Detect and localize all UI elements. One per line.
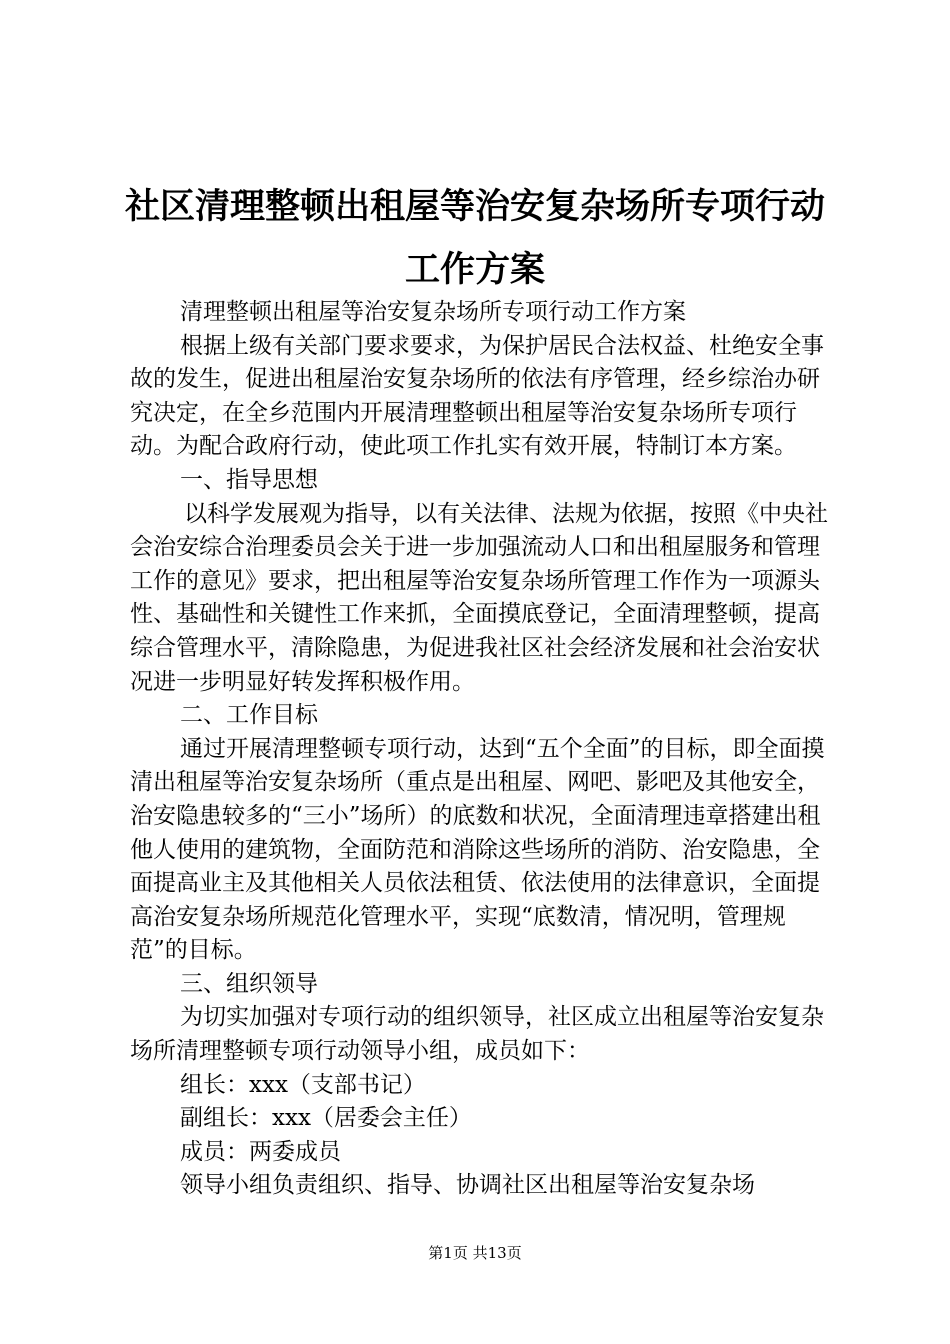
page-footer: 第1页 共13页: [428, 1244, 522, 1262]
document-subtitle: 清理整顿出租屋等治安复杂场所专项行动工作方案: [180, 299, 686, 325]
section-heading-guiding-ideology: 一、指导思想: [180, 466, 318, 493]
section-heading-work-goals: 二、工作目标: [180, 702, 318, 729]
document-body: [130, 296, 830, 1203]
section-body-work-goals: 通过开展清理整顿专项行动，达到“五个全面”的目标，即全面摸清出租屋等治安复杂场所（重点是出租屋、网吧、影吧及其他安全，治安隐患较多的“三小”场所）的底数和状况，全面清理违章搭建出租他人使用的建筑物，全面防范和消除这些场所的消防、治安隐患，全面提高业主及其他相关人员依法租赁、依法使用的法律意识，全面提高治安复杂场所规范化管理水平，实现“底数清，情况明，管理规范”的目标。: [130, 735, 825, 964]
section-body-organization: 为切实加强对专项行动的组织领导，社区成立出租屋等治安复杂场所清理整顿专项行动领导小组，成员如下：: [130, 1004, 824, 1065]
deputy-leader-line: 副组长：xxx（居委会主任）: [180, 1105, 472, 1132]
document-title-line1: 社区清理整顿出租屋等治安复杂场所专项行动: [124, 187, 825, 227]
document-title-line2: 工作方案: [404, 250, 545, 290]
members-line: 成员：两委成员: [180, 1138, 341, 1165]
section-body-guiding-ideology: 以科学发展观为指导，以有关法律、法规为依据，按照《中央社会治安综合治理委员会关于进一步加强流动人口和出租屋服务和管理工作的意见》要求，把出租屋等治安复杂场所管理工作作为一项源头性、基础性和关键性工作来抓，全面摸底登记，全面清理整顿，提高综合管理水平，清除隐患，为促进我社区社会经济发展和社会治安状况进一步明显好转发挥积极作用。: [130, 500, 828, 695]
section-heading-organization: 三、组织领导: [180, 970, 318, 997]
leadership-duty-line: 领导小组负责组织、指导、协调社区出租屋等治安复杂场: [180, 1172, 755, 1199]
intro-paragraph: 根据上级有关部门要求要求，为保护居民合法权益、杜绝安全事故的发生，促进出租屋治安复杂场所的依法有序管理，经乡综治办研究决定，在全乡范围内开展清理整顿出租屋等治安复杂场所专项行动。为配合政府行动，使此项工作扎实有效开展，特制订本方案。: [130, 332, 824, 460]
team-leader-line: 组长：xxx（支部书记）: [180, 1071, 426, 1098]
